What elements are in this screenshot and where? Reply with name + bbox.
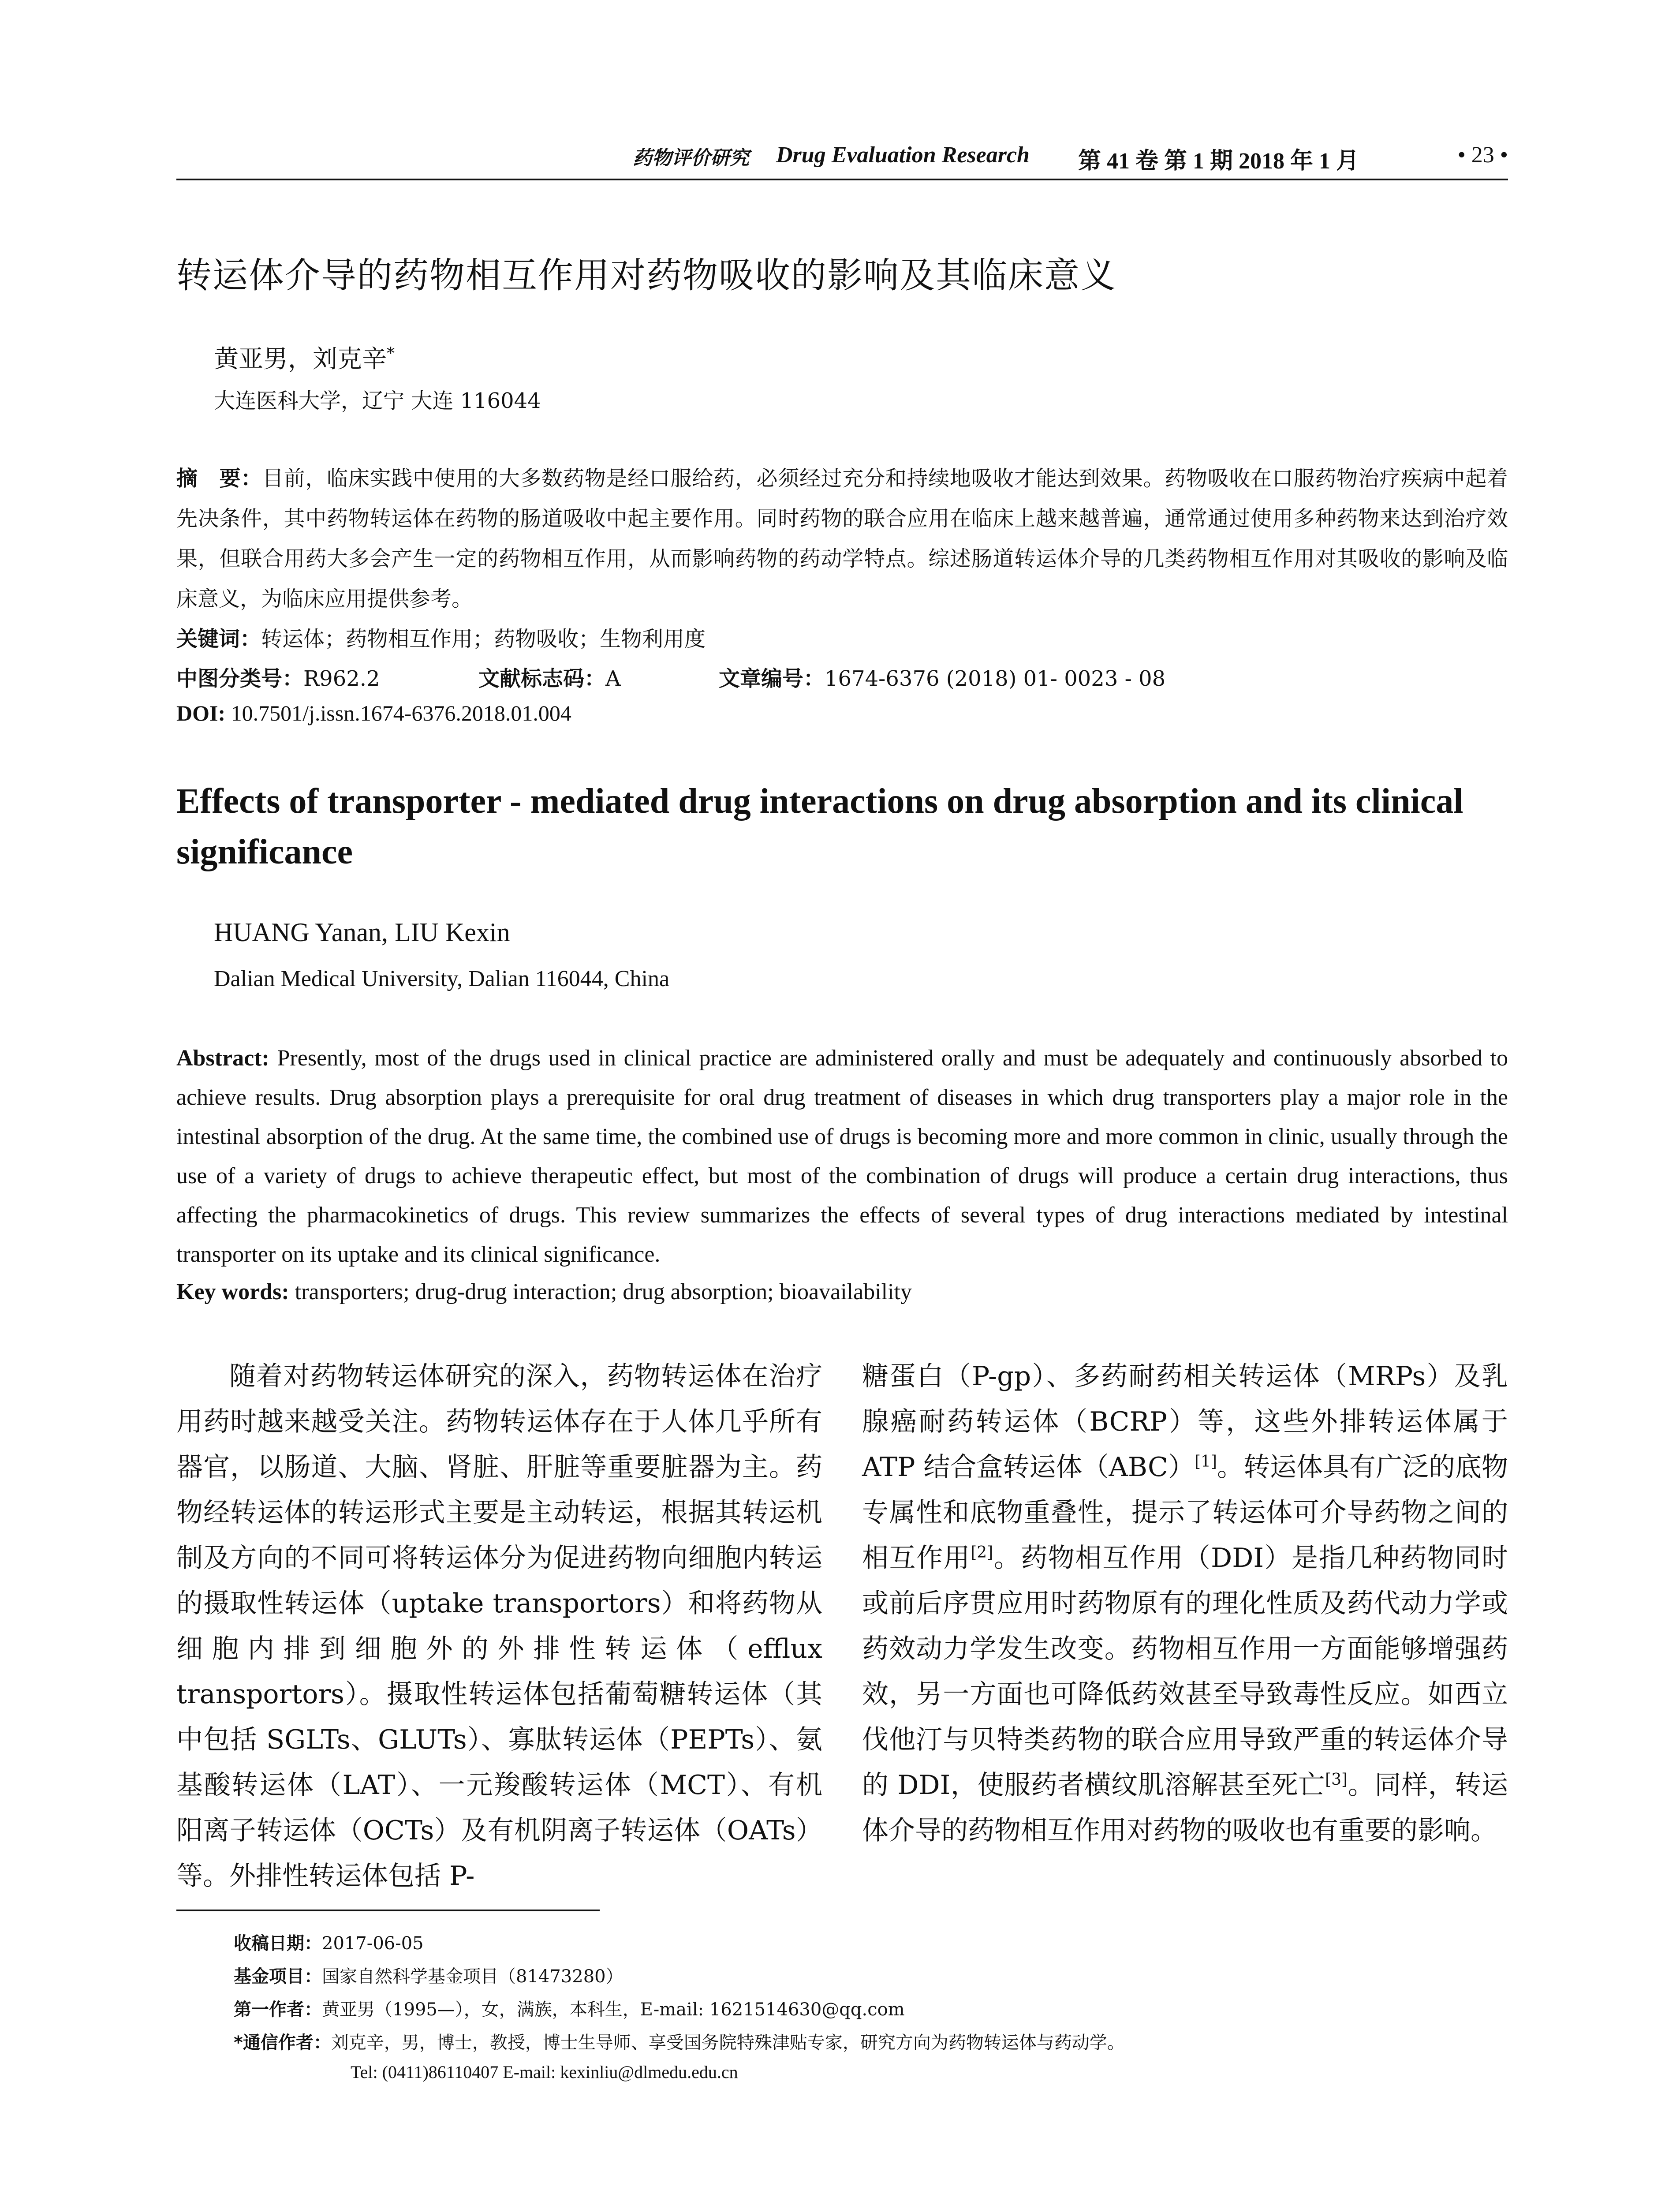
clc-label: 中图分类号：	[176, 666, 304, 691]
keywords-cn-label: 关键词：	[176, 627, 261, 651]
clc-code	[176, 662, 380, 692]
page-number: • 23 •	[1457, 142, 1508, 168]
body-column-right	[862, 1354, 1508, 1854]
doc-label: 文献标志码：	[478, 666, 606, 691]
abstract-cn	[176, 459, 1508, 619]
abstract-en	[176, 1039, 1508, 1274]
doc-code	[478, 662, 621, 692]
authors-cn	[214, 340, 395, 375]
citation-3: [3]	[1325, 1771, 1348, 1789]
article-label: 文章编号：	[719, 666, 825, 691]
footnote-rule	[176, 1910, 600, 1911]
footnote-contact: Tel: (0411)86110407 E-mail: kexinliu@dlmedu.edu.cn	[351, 2062, 738, 2082]
authors-en: HUANG Yanan, LIU Kexin	[214, 918, 510, 947]
first-author-value: 黄亚男（1995—），女，满族，本科生，E-mail: 1621514630@qq.com	[322, 1999, 905, 2020]
received-value: 2017-06-05	[322, 1933, 424, 1954]
keywords-cn-text: 转运体；药物相互作用；药物吸收；生物利用度	[261, 627, 706, 651]
body-right-text-3: 。药物相互作用（DDI）是指几种药物同时或前后序贯应用时药物原有的理化性质及药代动力学或药效动力学发生改变。药物相互作用一方面能够增强药效，另一方面也可降低药效甚至导致毒性反应。如西立伐他汀与贝特类药物的联合应用导致严重的转运体介导的 DDI，使服药者横纹肌溶解甚至死亡	[862, 1543, 1508, 1801]
running-header	[176, 142, 1508, 173]
body-column-left	[176, 1354, 822, 1899]
footnote-corresponding	[234, 2029, 1125, 2054]
authors-cn-names: 黄亚男，刘克辛	[214, 345, 387, 374]
affiliation-cn: 大连医科大学，辽宁 大连 116044	[214, 389, 541, 413]
body-right-text-4: 。同样，转运体介导的药物相互作用对药物的吸收也有重要的影响。	[862, 1770, 1508, 1846]
article-value: 1674-6376 (2018) 01- 0023 - 08	[825, 666, 1166, 691]
keywords-en	[176, 1279, 912, 1305]
clc-value: R962.2	[303, 666, 380, 691]
footnote-received	[234, 1929, 424, 1955]
body-left-text: 随着对药物转运体研究的深入，药物转运体在治疗用药时越来越受关注。药物转运体存在于人体几乎所有器官，以肠道、大脑、肾脏、肝脏等重要脏器为主。药物经转运体的转运形式主要是主动转运，根据其转运机制及方向的不同可将转运体分为促进药物向细胞内转运的摄取性转运体（uptake transportors）和将药物从细胞内排到细胞外的外排性转运体（efflux transportors）。摄取性转运体包括葡萄糖转运体（其中包括 SGLTs、GLUTs）、寡肽转运体（PEPTs）、氨基酸转运体（LAT）、一元羧酸转运体（MCT）、有机阳离子转运体（OCTs）及有机阴离子转运体（OATs）等。外排性转运体包括 P-	[176, 1361, 822, 1891]
abstract-cn-label: 摘 要：	[176, 466, 262, 491]
fund-label: 基金项目：	[234, 1966, 322, 1987]
body-right-text-1: 糖蛋白（P-gp）、多药耐药相关转运体（MRPs）及乳腺癌耐药转运体（BCRP）等，这些外排转运体属于 ATP 结合盒转运体（ABC）	[862, 1361, 1508, 1483]
volume-issue: 第 41 卷 第 1 期 2018 年 1 月	[1078, 149, 1359, 174]
journal-name: Drug Evaluation Research	[776, 142, 1030, 168]
fund-value: 国家自然科学基金项目（81473280）	[322, 1966, 623, 1987]
abstract-en-text: Presently, most of the drugs used in clinical practice are administered orally and must be adequately and continuously absorbed to achieve results. Drug absorption plays a prerequisite for oral drug treatment of diseases in which drug transporters play a major role in the intestinal absorption of the drug. At the same time, the combined use of drugs is becoming more and more common in clinic, usually through the use of a variety of drugs to achieve therapeutic effect, but most of the combination of drugs will produce a certain drug interactions, thus affecting the pharmacokinetics of drugs. This review summarizes the effects of several types of drug interactions mediated by intestinal transporter on its uptake and its clinical significance.	[176, 1046, 1508, 1267]
doc-value: A	[605, 666, 621, 691]
classification-line	[176, 662, 1508, 692]
abstract-cn-text: 目前，临床实践中使用的大多数药物是经口服给药，必须经过充分和持续地吸收才能达到效果。药物吸收在口服药物治疗疾病中起着先决条件，其中药物转运体在药物的肠道吸收中起主要作用。同时药物的联合应用在临床上越来越普遍，通常通过使用多种药物来达到治疗效果，但联合用药大多会产生一定的药物相互作用，从而影响药物的药动学特点。综述肠道转运体介导的几类药物相互作用对其吸收的影响及临床意义，为临床应用提供参考。	[176, 466, 1508, 611]
article-number	[719, 662, 1165, 692]
doi-label: DOI:	[176, 701, 226, 725]
citation-2: [2]	[971, 1544, 993, 1562]
affiliation-en: Dalian Medical University, Dalian 116044, China	[214, 966, 670, 991]
keywords-cn	[176, 622, 706, 652]
keywords-en-text: transporters; drug-drug interaction; drug absorption; bioavailability	[295, 1279, 912, 1304]
keywords-en-label: Key words:	[176, 1279, 289, 1304]
abstract-en-label: Abstract:	[176, 1046, 269, 1071]
doi	[176, 700, 571, 726]
header-rule	[176, 179, 1508, 180]
footnote-first-author	[234, 1996, 905, 2021]
corresponding-label: *通信作者：	[234, 2033, 331, 2053]
citation-1: [1]	[1194, 1453, 1217, 1471]
body-right-text-2: 。转运体具有广泛的底物专属性和底物重叠性，提示了转运体可介导药物之间的相互作用	[862, 1452, 1508, 1573]
corresponding-value: 刘克辛，男，博士，教授，博士生导师、享受国务院特殊津贴专家，研究方向为药物转运体与药动学。	[331, 2033, 1125, 2053]
footnote-fund	[234, 1962, 623, 1988]
corresponding-mark: *	[387, 344, 395, 363]
title-en: Effects of transporter - mediated drug interactions on drug absorption and its clinical significance	[176, 782, 1463, 871]
doi-value: 10.7501/j.issn.1674-6376.2018.01.004	[231, 701, 571, 725]
journal-logo: 药物评价研究	[633, 147, 749, 169]
first-author-label: 第一作者：	[234, 1999, 322, 2020]
received-label: 收稿日期：	[234, 1933, 322, 1954]
title-cn: 转运体介导的药物相互作用对药物吸收的影响及其临床意义	[176, 255, 1116, 296]
